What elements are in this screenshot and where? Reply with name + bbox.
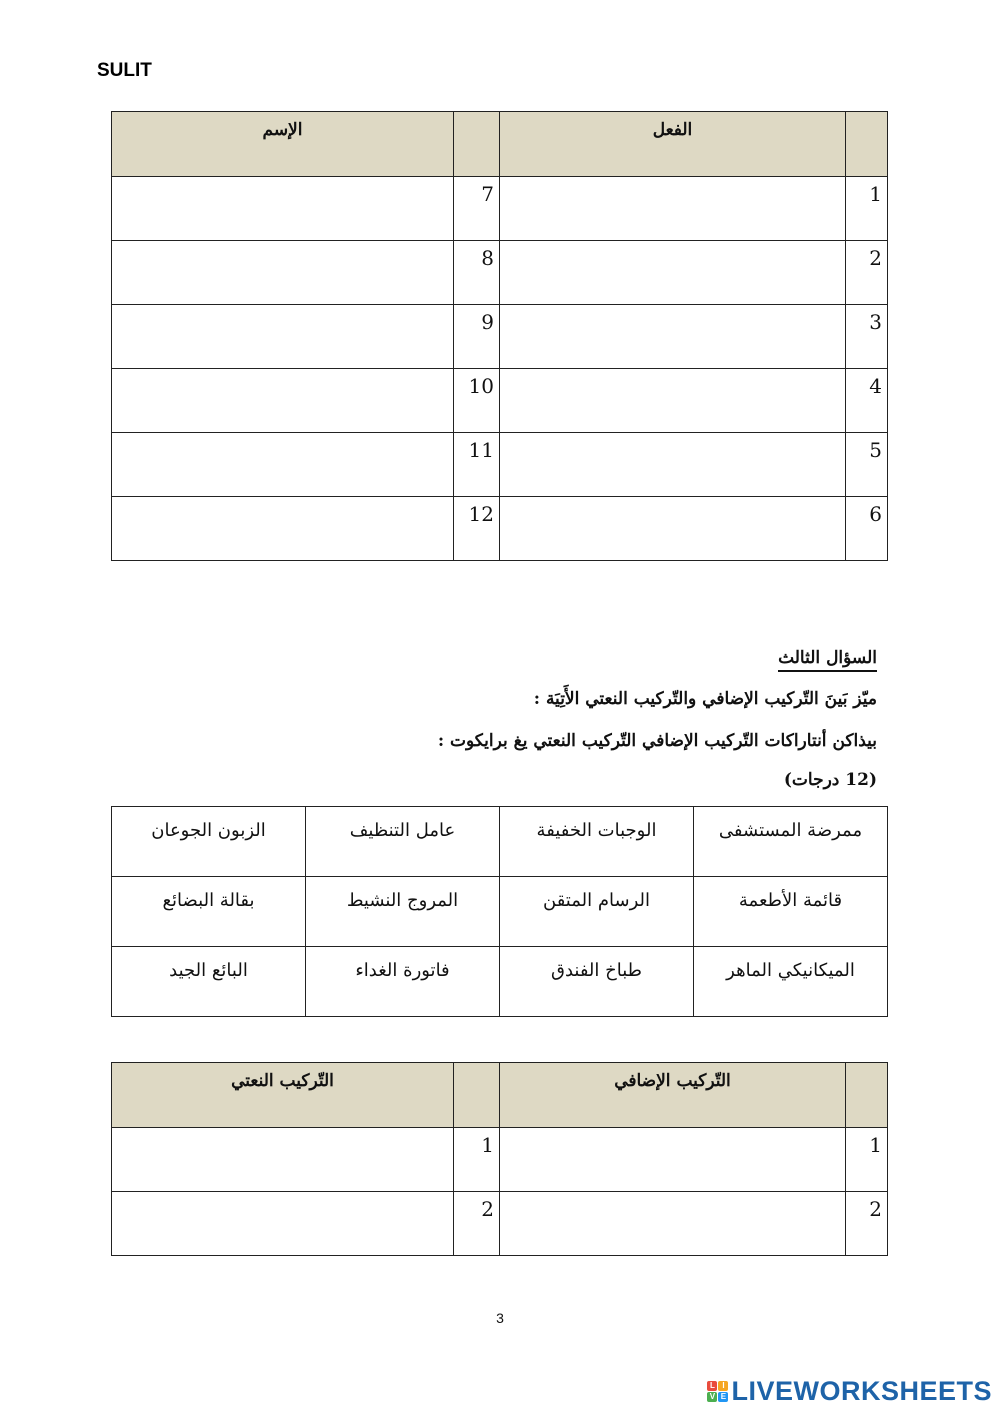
verb-number: 6: [846, 497, 888, 561]
header-noun: الإسم: [112, 112, 454, 177]
noun-number: 7: [454, 177, 500, 241]
table-row: [112, 305, 888, 369]
noun-answer-cell[interactable]: [112, 305, 454, 369]
noun-number: 9: [454, 305, 500, 369]
verb-answer-cell[interactable]: [500, 241, 846, 305]
phrases-table: [111, 806, 888, 1017]
noun-number: 8: [454, 241, 500, 305]
noun-answer-cell[interactable]: [112, 433, 454, 497]
header-idafi: التّركيب الإضافي: [500, 1063, 846, 1128]
phrase-cell: الرسام المتقن: [500, 877, 694, 947]
table-row: [112, 1192, 888, 1256]
table-row: [112, 497, 888, 561]
header-number-cell: [454, 1063, 500, 1128]
phrase-cell: الزبون الجوعان: [112, 807, 306, 877]
page-number: 3: [496, 1310, 504, 1326]
question-marks: (12 درجات): [783, 770, 877, 790]
idafi-number: 1: [846, 1128, 888, 1192]
naati-number: 1: [454, 1128, 500, 1192]
phrase-cell: الوجبات الخفيفة: [500, 807, 694, 877]
header-number-cell: [846, 112, 888, 177]
brand-logo-icon: L I V E: [707, 1381, 728, 1402]
verb-answer-cell[interactable]: [500, 369, 846, 433]
table-header-row: [112, 1063, 888, 1128]
table-row: [112, 433, 888, 497]
noun-answer-cell[interactable]: [112, 177, 454, 241]
naati-answer-cell[interactable]: [112, 1128, 454, 1192]
table-row: [112, 241, 888, 305]
classification-label: SULIT: [97, 60, 152, 81]
table-row: [112, 877, 888, 947]
phrase-cell: فاتورة الغداء: [306, 947, 500, 1017]
verb-answer-cell[interactable]: [500, 433, 846, 497]
verb-noun-table: [111, 111, 888, 561]
header-verb: الفعل: [500, 112, 846, 177]
idafi-answer-cell[interactable]: [500, 1128, 846, 1192]
verb-answer-cell[interactable]: [500, 177, 846, 241]
idafi-number: 2: [846, 1192, 888, 1256]
noun-answer-cell[interactable]: [112, 241, 454, 305]
naati-number: 2: [454, 1192, 500, 1256]
noun-answer-cell[interactable]: [112, 369, 454, 433]
noun-number: 11: [454, 433, 500, 497]
verb-number: 4: [846, 369, 888, 433]
verb-number: 5: [846, 433, 888, 497]
noun-number: 12: [454, 497, 500, 561]
phrase-cell: طباخ الفندق: [500, 947, 694, 1017]
phrase-cell: البائع الجيد: [112, 947, 306, 1017]
phrase-cell: الميكانيكي الماهر: [694, 947, 888, 1017]
noun-number: 10: [454, 369, 500, 433]
verb-answer-cell[interactable]: [500, 305, 846, 369]
naati-answer-cell[interactable]: [112, 1192, 454, 1256]
table-row: [112, 947, 888, 1017]
phrase-cell: بقالة البضائع: [112, 877, 306, 947]
header-naati: التّركيب النعتي: [112, 1063, 454, 1128]
verb-answer-cell[interactable]: [500, 497, 846, 561]
table-row: [112, 807, 888, 877]
table-row: [112, 177, 888, 241]
phrase-cell: قائمة الأطعمة: [694, 877, 888, 947]
phrase-cell: عامل التنظيف: [306, 807, 500, 877]
brand-name: LIVEWORKSHEETS: [731, 1376, 992, 1406]
table-row: [112, 1128, 888, 1192]
question-instruction-arabic: ميّز بَينَ التّركيب الإضافي والتّركيب النعتي الأَتِيَة :: [533, 689, 877, 709]
table-row: [112, 369, 888, 433]
verb-number: 1: [846, 177, 888, 241]
table-header-row: [112, 112, 888, 177]
phrase-cell: ممرضة المستشفى: [694, 807, 888, 877]
question-instruction-jawi: بيذاكن أنتاراكات التّركيب الإضافي التّركيب النعتي يغ برايكوت :: [437, 731, 877, 751]
composition-answer-table: [111, 1062, 888, 1256]
noun-answer-cell[interactable]: [112, 497, 454, 561]
question-title: السؤال الثالث: [778, 648, 877, 672]
idafi-answer-cell[interactable]: [500, 1192, 846, 1256]
verb-number: 3: [846, 305, 888, 369]
header-number-cell: [846, 1063, 888, 1128]
brand-watermark: [707, 1376, 992, 1407]
phrase-cell: المروج النشيط: [306, 877, 500, 947]
verb-number: 2: [846, 241, 888, 305]
header-number-cell: [454, 112, 500, 177]
